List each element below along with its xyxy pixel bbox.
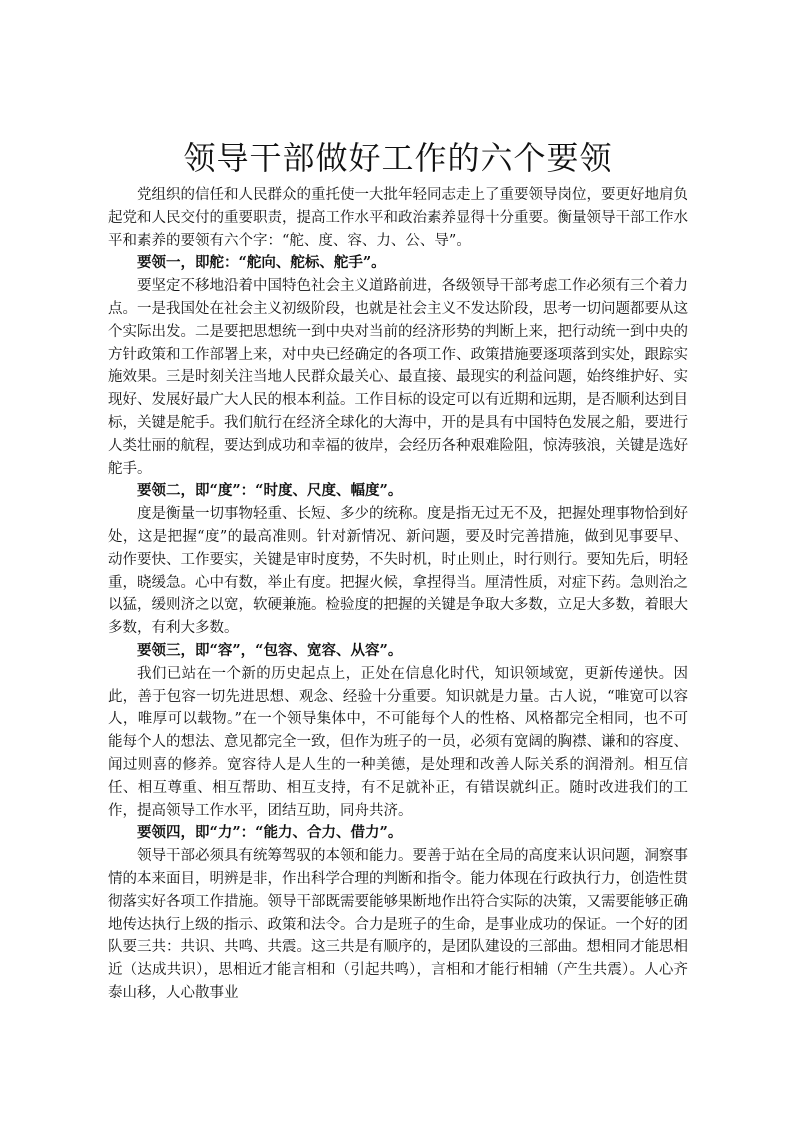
section-3-heading: 要领三，即“容”，“包容、宽容、从容”。 bbox=[137, 641, 403, 659]
document-page bbox=[108, 138, 688, 1005]
section-4-body: 领导干部必须具有统筹驾驭的本领和能力。要善于站在全局的高度来认识问题，洞察事情的本来面目，明辨是非，作出科学合理的判断和指令。能力体现在行政执行力，创造性贯彻落实好各项工作措施。领导干部既需要能够果断地作出符合实际的决策，又需要能够正确地传达执行上级的指示、政策和法令。合力是班子的生命，是事业成功的保证。一个好的团队要三共：共识、共鸣、共震。这三共是有顺序的，是团队建设的三部曲。想相同才能思相近（达成共识），思相近才能言相和（引起共鸣），言相和才能行相辅（产生共震）。人心齐泰山移，人心散事业 bbox=[108, 848, 688, 1001]
intro-paragraph: 党组织的信任和人民群众的重托使一大批年轻同志走上了重要领导岗位，要更好地肩负起党和人民交付的重要职责，提高工作水平和政治素养显得十分重要。衡量领导干部工作水平和素养的要领有六个字：“舵、度、容、力、公、导”。 bbox=[108, 187, 688, 249]
section-4-heading: 要领四，即“力”：“能力、合力、借力”。 bbox=[137, 824, 403, 842]
section-2-heading: 要领二，即“度”：“时度、尺度、幅度”。 bbox=[137, 482, 403, 500]
section-1-body: 要坚定不移地沿着中国特色社会主义道路前进，各级领导干部考虑工作必须有三个着力点。一是我国处在社会主义初级阶段，也就是社会主义不发达阶段，思考一切问题都要从这个实际出发。二是要把思想统一到中央对当前的经济形势的判断上来，把行动统一到中央的方针政策和工作部署上来，对中央已经确定的各项工作、政策措施要逐项落到实处，跟踪实施效果。三是时刻关注当地人民群众最关心、最直接、最现实的利益问题，始终维护好、实现好、发展好最广大人民的根本利益。工作目标的设定可以有近期和远期，是否顺利达到目标，关键是舵手。我们航行在经济全球化的大海中，开的是具有中国特色发展之船，要进行人类壮丽的航程，要达到成功和幸福的彼岸，会经历各种艰难险阻，惊涛骇浪，关键是选好舵手。 bbox=[108, 278, 688, 477]
section-1-heading: 要领一，即舵：“舵向、舵标、舵手”。 bbox=[137, 254, 386, 272]
document-title: 领导干部做好工作的六个要领 bbox=[183, 139, 613, 177]
section-2-body: 度是衡量一切事物轻重、长短、多少的统称。度是指无过无不及，把握处理事物恰到好处，这是把握“度”的最高准则。针对新情况、新问题，要及时完善措施，做到见事要早、动作要快、工作要实，关键是审时度势，不失时机，时止则止，时行则行。要知先后，明轻重，晓缓急。心中有数，举止有度。把握火候，拿捏得当。厘清性质，对症下药。急则治之以猛，缓则济之以宽，软硬兼施。检验度的把握的关键是争取大多数，立足大多数，着眼大多数，有利大多数。 bbox=[108, 506, 688, 637]
section-3-body: 我们已站在一个新的历史起点上，正处在信息化时代，知识领域宽，更新传递快。因此，善于包容一切先进思想、观念、经验十分重要。知识就是力量。古人说，“唯宽可以容人，唯厚可以载物。”在一个领导集体中，不可能每个人的性格、风格都完全相同，也不可能每个人的想法、意见都完全一致，但作为班子的一员，必须有宽阔的胸襟、谦和的容度、闻过则喜的修养。宽容待人是人生的一种美德，是处理和改善人际关系的润滑剂。相互信任、相互尊重、相互帮助、相互支持，有不足就补正，有错误就纠正。随时改进我们的工作，提高领导工作水平，团结互助，同舟共济。 bbox=[108, 665, 688, 819]
